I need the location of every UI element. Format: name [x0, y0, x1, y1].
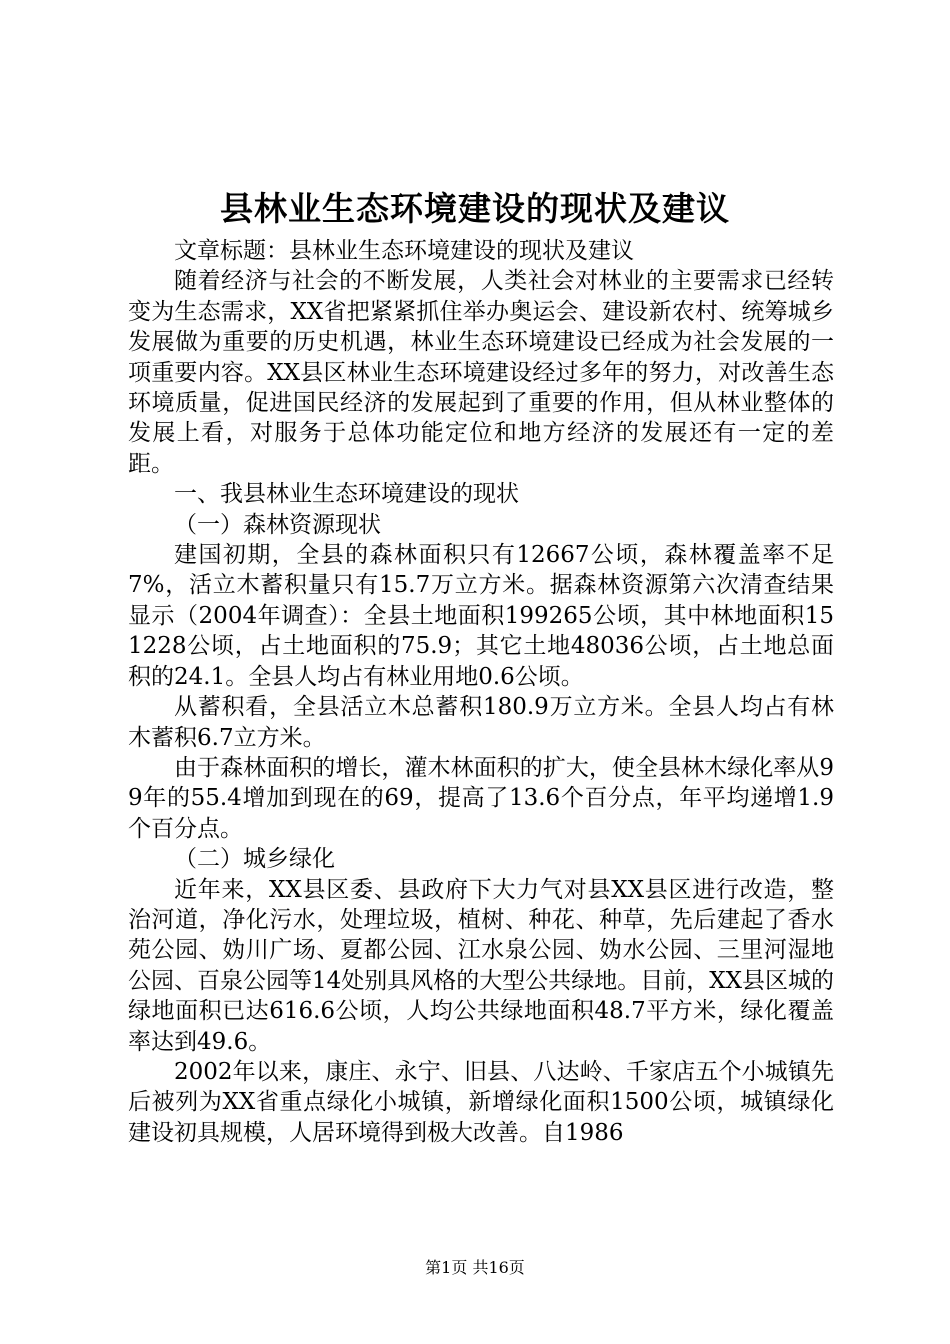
- paragraph-forest-area: 建国初期，全县的森林面积只有12667公顷，森林覆盖率不足7%，活立木蓄积量只有15.7万立方米。据森林资源第六次清查结果显示（2004年调查）：全县土地面积199265公顷，其中林地面积151228公顷，占土地面积的75.9；其它土地48036公顷，占土地总面积的24.1。全县人均占有林业用地0.6公顷。: [128, 542, 834, 690]
- paragraph-small-towns: 2002年以来，康庄、永宁、旧县、八达岭、千家店五个小城镇先后被列为XX省重点绿化小城镇，新增绿化面积1500公顷，城镇绿化建设初具规模，人居环境得到极大改善。自1986: [128, 1058, 834, 1146]
- subsection-heading-forest: （一）森林资源现状: [174, 511, 381, 538]
- page-footer: 第1页 共16页: [425, 1258, 525, 1277]
- paragraph-urban-greening: 近年来，XX县区委、县政府下大力气对县XX县区进行改造，整治河道，净化污水，处理垃圾，植树、种花、种草，先后建起了香水苑公园、妫川广场、夏都公园、江水泉公园、妫水公园、三里河湿地公园、百泉公园等14处别具风格的大型公共绿地。目前，XX县区城的绿地面积已达616.6公顷，人均公共绿地面积48.7平方米，绿化覆盖率达到49.6。: [128, 876, 835, 1055]
- paragraph-intro: 随着经济与社会的不断发展，人类社会对林业的主要需求已经转变为生态需求，XX省把紧紧抓住举办奥运会、建设新农村、统筹城乡发展做为重要的历史机遇，林业生态环境建设已经成为社会发展的一项重要内容。XX县区林业生态环境建设经过多年的努力，对改善生态环境质量，促进国民经济的发展起到了重要的作用，但从林业整体的发展上看，对服务于总体功能定位和地方经济的发展还有一定的差距。: [128, 268, 834, 477]
- document-body: [128, 236, 834, 1148]
- paragraph-greening-rate: 由于森林面积的增长，灌木林面积的扩大，使全县林木绿化率从99年的55.4增加到现在的69，提高了13.6个百分点，年平均递增1.9个百分点。: [128, 754, 834, 842]
- subsection-heading-urban: （二）城乡绿化: [174, 846, 335, 873]
- section-heading-1: 一、我县林业生态环境建设的现状: [174, 481, 519, 508]
- article-title-line: 文章标题：县林业生态环境建设的现状及建议: [174, 238, 634, 264]
- paragraph-stock-volume: 从蓄积看，全县活立木总蓄积180.9万立方米。全县人均占有林木蓄积6.7立方米。: [128, 694, 834, 751]
- document-title: 县林业生态环境建设的现状及建议: [220, 189, 730, 228]
